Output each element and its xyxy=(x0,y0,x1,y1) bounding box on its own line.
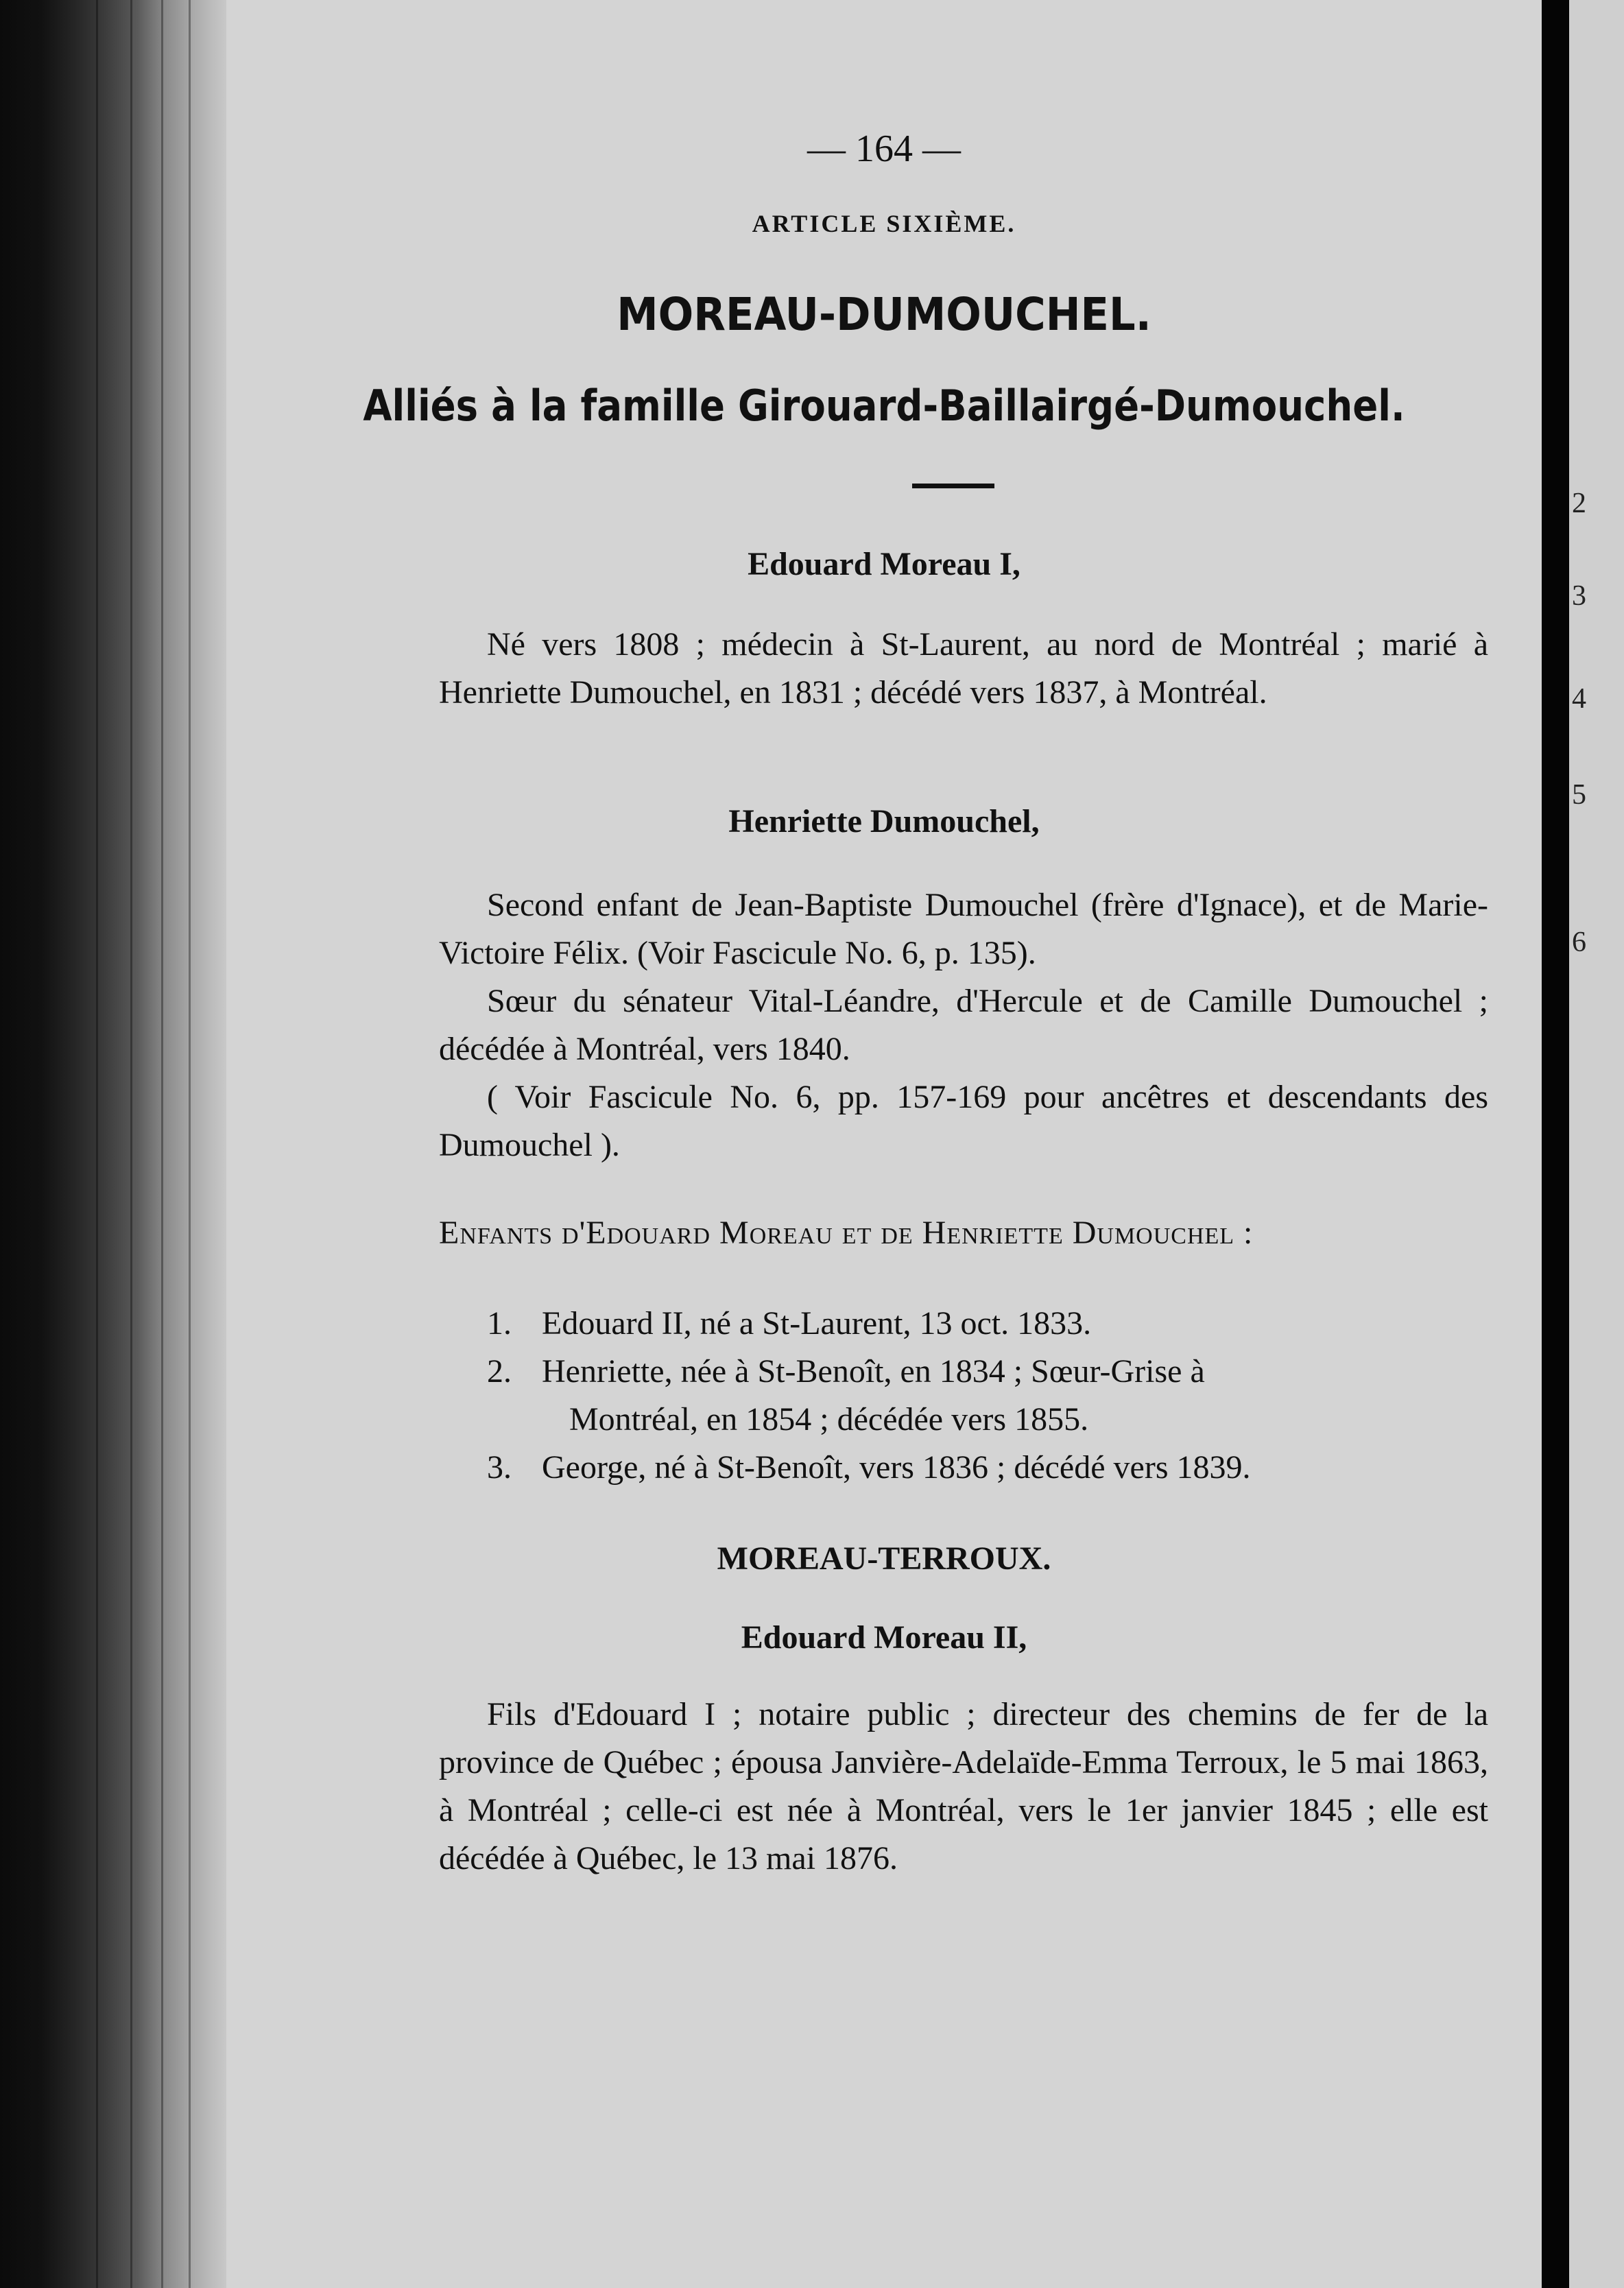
document-page xyxy=(226,0,1542,2288)
paragraph-henriette xyxy=(439,881,1488,1169)
margin-mark: 3 xyxy=(1572,580,1586,612)
page-subtitle: Alliés à la famille Girouard-Baillairgé-Dumouchel. xyxy=(363,381,1405,431)
children-heading: Enfants d'Edouard Moreau et de Henriette Dumouchel : xyxy=(439,1215,1254,1251)
list-item xyxy=(487,1300,1488,1348)
book-binding-edge xyxy=(0,0,226,2288)
page-number: — 164 — xyxy=(807,128,961,170)
section-divider xyxy=(912,484,994,488)
section-heading-edouard-i: Edouard Moreau I, xyxy=(748,546,1020,582)
list-number: 3. xyxy=(487,1449,512,1486)
paragraph-text: Né vers 1808 ; médecin à St-Laurent, au nord de Montréal ; marié à Henriette Dumouchel, en 1831 ; décédé vers 1837, à Montréal. xyxy=(439,626,1488,711)
paragraph-text: Fils d'Edouard I ; notaire public ; directeur des chemins de fer de la province de Québec ; épousa Janvière-Adelaïde-Emma Terroux, le 5 mai 1863, à Montréal ; celle-ci est née à Montréal, vers le 1er janvier 1845 ; elle est décédée à Québec, le 13 mai 1876. xyxy=(439,1696,1488,1876)
facing-page-edge xyxy=(1569,0,1624,2288)
margin-mark: 2 xyxy=(1572,488,1586,519)
right-binding-shadow xyxy=(1542,0,1569,2288)
margin-mark: 5 xyxy=(1572,779,1586,811)
paragraph-text: Second enfant de Jean-Baptiste Dumouchel (frère d'Ignace), et de Marie-Victoire Félix. (Voir Fascicule No. 6, p. 135). xyxy=(439,887,1488,971)
list-number: 1. xyxy=(487,1305,512,1342)
page-edge-line xyxy=(189,0,191,2288)
page-edge-line xyxy=(161,0,163,2288)
children-list xyxy=(487,1300,1488,1492)
margin-mark: 6 xyxy=(1572,927,1586,958)
section-title-moreau-terroux: MOREAU-TERROUX. xyxy=(717,1540,1051,1577)
list-item xyxy=(487,1444,1488,1492)
page-edge-line xyxy=(130,0,132,2288)
list-text: Edouard II, né a St-Laurent, 13 oct. 1833. xyxy=(542,1305,1092,1342)
section-heading-henriette: Henriette Dumouchel, xyxy=(728,803,1040,839)
paragraph-text: Sœur du sénateur Vital-Léandre, d'Hercule et de Camille Dumouchel ; décédée à Montréal, vers 1840. xyxy=(439,983,1488,1067)
list-text: Henriette, née à St-Benoît, en 1834 ; Sœur-Grise à xyxy=(542,1353,1205,1390)
paragraph-edouard-ii xyxy=(439,1691,1488,1883)
list-number: 2. xyxy=(487,1353,512,1390)
page-title: MOREAU-DUMOUCHEL. xyxy=(617,288,1151,341)
page-edge-line xyxy=(96,0,98,2288)
paragraph-text: ( Voir Fascicule No. 6, pp. 157-169 pour ancêtres et descendants des Dumouchel ). xyxy=(439,1079,1488,1163)
paragraph-edouard-i xyxy=(439,621,1488,717)
section-heading-edouard-ii: Edouard Moreau II, xyxy=(741,1619,1027,1656)
list-continuation: Montréal, en 1854 ; décédée vers 1855. xyxy=(569,1401,1089,1438)
list-text: George, né à St-Benoît, vers 1836 ; décédé vers 1839. xyxy=(542,1449,1251,1486)
article-label: ARTICLE SIXIÈME. xyxy=(752,210,1016,237)
margin-mark: 4 xyxy=(1572,683,1586,715)
list-item xyxy=(487,1348,1488,1396)
